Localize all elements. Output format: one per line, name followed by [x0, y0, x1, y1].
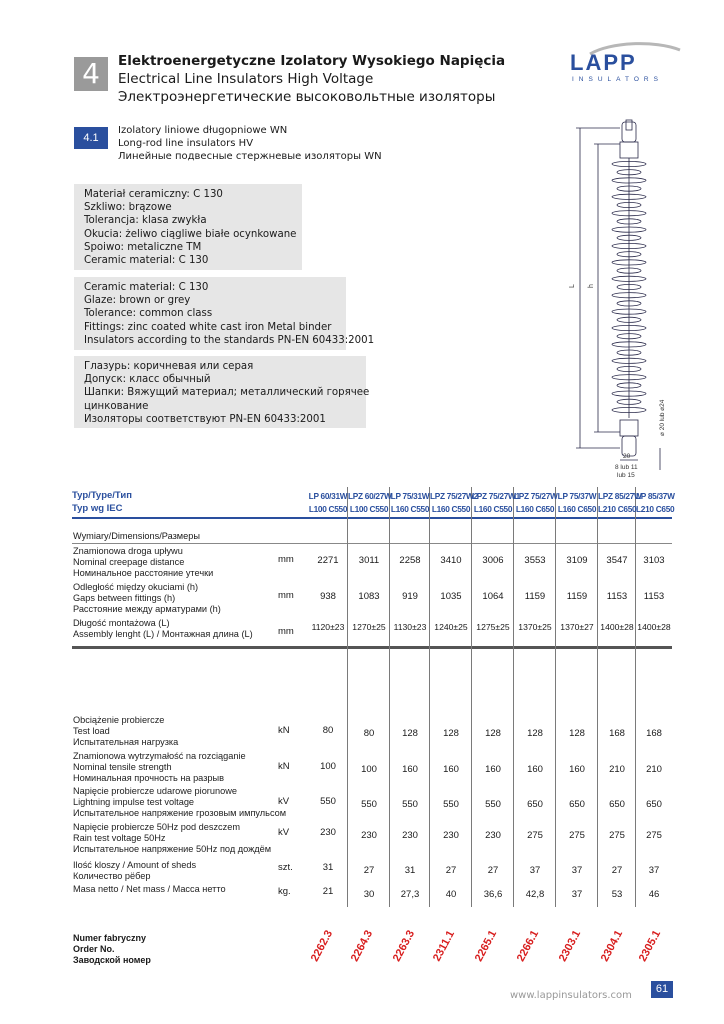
table-cell: 100	[320, 761, 336, 772]
section-title-en: Long-rod line insulators HV	[118, 138, 254, 149]
column-divider	[429, 487, 430, 907]
iec-header-7: L210 C650	[598, 504, 637, 514]
table-cell: 3410	[440, 555, 462, 566]
title-ru: Электроэнергетические высоковольтные изоляторы	[118, 89, 496, 105]
dim-15-label: lub 15	[617, 472, 635, 479]
table-cell: 650	[527, 799, 543, 810]
mech-row-unit: kN	[278, 761, 290, 772]
table-cell: 3553	[524, 555, 546, 566]
table-cell: 128	[569, 728, 585, 739]
dim-end-rule	[72, 646, 672, 649]
chapter-number: 4	[74, 57, 108, 91]
table-cell: 275	[609, 830, 625, 841]
mech-row-label: Испытательная нагрузка	[73, 737, 179, 747]
factory-number: 2303.1	[556, 928, 584, 964]
mech-row-label: Номинальная прочность на разрыв	[73, 773, 224, 783]
table-cell: 3103	[643, 555, 665, 566]
column-divider	[597, 487, 598, 907]
factory-number: 2266.1	[514, 928, 542, 964]
footer-url[interactable]: www.lappinsulators.com	[510, 990, 632, 1001]
dim-row-label: Gaps between fittings (h)	[73, 593, 176, 603]
iec-header-6: L160 C650	[557, 504, 597, 514]
table-cell: 275	[646, 830, 662, 841]
table-cell: 230	[320, 827, 336, 838]
table-cell: 230	[485, 830, 501, 841]
table-cell: 80	[322, 725, 334, 736]
dim-row-unit: mm	[278, 626, 294, 637]
factory-label-ru: Заводской номер	[73, 955, 151, 965]
column-divider	[513, 487, 514, 907]
factory-number: 2305.1	[636, 928, 664, 964]
table-cell: 160	[527, 764, 543, 775]
table-cell: 3109	[566, 555, 588, 566]
mech-row-unit: kV	[278, 827, 290, 838]
table-cell: 27	[487, 865, 499, 876]
mech-row-label: Napięcie probiercze udarowe piorunowe	[73, 786, 237, 796]
mech-row-label: Rain test voltage 50Hz	[73, 833, 166, 843]
factory-number: 2265.1	[472, 928, 500, 964]
mech-row-label: Nominal tensile strength	[73, 762, 172, 772]
table-cell: 128	[402, 728, 418, 739]
table-cell: 550	[402, 799, 418, 810]
type-header-7: LPZ 85/27W	[598, 491, 642, 501]
dim-row-label: Расстояние между арматурами (h)	[73, 604, 221, 614]
title-en: Electrical Line Insulators High Voltage	[118, 71, 374, 87]
iec-header-2: L160 C550	[390, 504, 430, 514]
page-number: 61	[651, 981, 673, 998]
dim-L-label: L	[569, 284, 576, 288]
section-title-ru: Линейные подвесные стержневые изоляторы WN	[118, 151, 382, 162]
table-cell: 168	[646, 728, 662, 739]
mech-row-label: Napięcie probiercze 50Hz pod deszczem	[73, 822, 240, 832]
table-cell: 210	[646, 764, 662, 775]
table-cell: 230	[443, 830, 459, 841]
table-cell: 160	[485, 764, 501, 775]
table-cell: 1159	[524, 591, 546, 602]
iec-header-1: L100 C550	[349, 504, 389, 514]
type-header-3: LPZ 75/27W2	[430, 491, 478, 501]
table-cell: 36,6	[483, 889, 503, 900]
table-cell: 31	[322, 862, 334, 873]
dim-h-label: h	[588, 284, 595, 288]
table-cell: 550	[320, 796, 336, 807]
table-cell: 100	[361, 764, 377, 775]
iec-header-3: L160 C550	[431, 504, 471, 514]
lapp-logo	[560, 40, 685, 85]
table-cell: 550	[361, 799, 377, 810]
table-cell: 1270±25	[352, 622, 386, 632]
table-cell: 37	[529, 865, 541, 876]
table-cell: 2271	[317, 555, 339, 566]
table-cell: 3011	[358, 555, 380, 566]
title-pl: Elektroenergetyczne Izolatory Wysokiego Napięcia	[118, 53, 506, 69]
table-cell: 1153	[643, 591, 665, 602]
table-cell: 37	[571, 865, 583, 876]
table-cell: 1153	[606, 591, 628, 602]
factory-number: 2311.1	[430, 928, 458, 964]
materials-pl-box: Materiał ceramiczny: C 130 Szkliwo: brązowe Tolerancja: klasa zwykła Okucia: żeliwo ciągliwe białe ocynkowane Spoiwo: metaliczne TM Ceramic material: C 130	[74, 184, 302, 270]
mech-row-label: Znamionowa wytrzymałość na rozciąganie	[73, 751, 246, 761]
table-cell: 21	[322, 886, 334, 897]
column-divider	[555, 487, 556, 907]
dim-8-label: 8 lub 11	[615, 464, 638, 471]
table-cell: 275	[569, 830, 585, 841]
insulator-drawing	[560, 118, 680, 483]
table-cell: 53	[611, 889, 623, 900]
section-title-pl: Izolatory liniowe długopniowe WN	[118, 125, 288, 136]
table-cell: 650	[569, 799, 585, 810]
column-divider	[389, 487, 390, 907]
mech-row-unit: kN	[278, 725, 290, 736]
table-cell: 37	[571, 889, 583, 900]
iec-header-0: L100 C550	[308, 504, 348, 514]
dim-row-label: Номинальное расстояние утечки	[73, 568, 214, 578]
type-header-6: LP 75/37W	[557, 491, 597, 501]
factory-label-pl: Numer fabryczny	[73, 933, 147, 943]
column-divider	[635, 487, 636, 907]
table-cell: 27,3	[400, 889, 420, 900]
type-label: Typ/Type/Тип	[72, 490, 132, 501]
dim-diameter-label: ⌀ 20 lub ⌀24	[659, 399, 666, 436]
table-cell: 1370±27	[560, 622, 594, 632]
table-cell: 1120±23	[311, 622, 345, 632]
iec-header-5: L160 C650	[515, 504, 555, 514]
table-cell: 1400±28	[600, 622, 634, 632]
table-cell: 1083	[358, 591, 380, 602]
table-cell: 160	[443, 764, 459, 775]
table-cell: 128	[485, 728, 501, 739]
type-header-5: LPZ 75/27W	[514, 491, 558, 501]
table-cell: 230	[402, 830, 418, 841]
type-header-4: LPZ 75/27W1	[472, 491, 520, 501]
dim-row-label: Znamionowa droga upływu	[73, 546, 183, 556]
table-cell: 550	[443, 799, 459, 810]
header-rule	[72, 517, 672, 519]
mech-row-label: Test load	[73, 726, 110, 736]
dim-row-label: Assembly lenght (L) / Монтажная длина (L)	[73, 629, 253, 639]
table-cell: 275	[527, 830, 543, 841]
table-cell: 40	[445, 889, 457, 900]
table-cell: 1035	[440, 591, 462, 602]
factory-number: 2263.3	[390, 928, 418, 964]
type-header-1: LPZ 60/27W	[348, 491, 392, 501]
table-cell: 938	[320, 591, 336, 602]
type-header-2: LP 75/31W	[390, 491, 430, 501]
mech-row-label: Испытательное напряжение 50Hz под дождём	[73, 844, 272, 854]
table-cell: 160	[402, 764, 418, 775]
column-divider	[471, 487, 472, 907]
mech-row-label: Испытательное напряжение грозовым импульсом	[73, 808, 287, 818]
factory-number: 2264.3	[348, 928, 376, 964]
iec-label: Typ wg IEC	[72, 503, 123, 514]
table-cell: 3006	[482, 555, 504, 566]
table-cell: 160	[569, 764, 585, 775]
mech-row-label: Masa netto / Net mass / Масса нетто	[73, 884, 226, 894]
table-cell: 210	[609, 764, 625, 775]
dimensions-label: Wymiary/Dimensions/Размеры	[73, 531, 200, 541]
dim-row-label: Odległość między okuciami (h)	[73, 582, 199, 592]
table-cell: 550	[485, 799, 501, 810]
mech-row-unit: szt.	[278, 862, 293, 873]
type-header-0: LP 60/31W	[308, 491, 348, 501]
table-cell: 919	[402, 591, 418, 602]
logo-main-text: LAPP	[570, 50, 637, 75]
dim-20-label: 20	[623, 453, 631, 460]
table-cell: 1159	[566, 591, 588, 602]
table-cell: 650	[646, 799, 662, 810]
table-cell: 168	[609, 728, 625, 739]
mech-row-label: Lightning impulse test voltage	[73, 797, 195, 807]
materials-en-box: Ceramic material: C 130 Glaze: brown or grey Tolerance: common class Fittings: zinc coated white cast iron Metal binder Insulators according to the standards PN-EN 60433:2001	[74, 277, 346, 350]
iec-header-4: L160 C550	[473, 504, 513, 514]
table-cell: 128	[527, 728, 543, 739]
dim-row-unit: mm	[278, 590, 294, 601]
mech-row-unit: kV	[278, 796, 290, 807]
table-cell: 80	[363, 728, 375, 739]
logo-sub-text: INSULATORS	[572, 76, 663, 83]
table-cell: 1240±25	[434, 622, 468, 632]
table-cell: 27	[445, 865, 457, 876]
factory-label-en: Order No.	[73, 944, 115, 954]
table-cell: 27	[363, 865, 375, 876]
table-cell: 230	[361, 830, 377, 841]
section-number: 4.1	[74, 127, 108, 149]
mech-row-label: Количество рёбер	[73, 871, 151, 881]
table-cell: 31	[404, 865, 416, 876]
table-cell: 2258	[399, 555, 421, 566]
table-cell: 1400±28	[637, 622, 671, 632]
table-cell: 1370±25	[518, 622, 552, 632]
dim-row-label: Długość montażowa (L)	[73, 618, 170, 628]
factory-number: 2262.3	[308, 928, 336, 964]
table-cell: 1130±23	[393, 622, 427, 632]
column-divider	[347, 487, 348, 907]
materials-ru-box: Глазурь: коричневая или серая Допуск: класс обычный Шапки: Вяжущий материал; металлический горячее цинкование Изоляторы соответствуют PN-EN 60433:2001	[74, 356, 366, 428]
type-header-8: LP 85/37W	[636, 491, 675, 501]
table-cell: 27	[611, 865, 623, 876]
table-cell: 128	[443, 728, 459, 739]
dim-row-label: Nominal creepage distance	[73, 557, 185, 567]
table-cell: 30	[363, 889, 375, 900]
table-cell: 37	[648, 865, 660, 876]
table-cell: 42,8	[525, 889, 545, 900]
table-cell: 1275±25	[476, 622, 510, 632]
dimensions-rule	[72, 543, 672, 544]
mech-row-label: Ilość kloszy / Amount of sheds	[73, 860, 197, 870]
mech-row-label: Obciążenie probiercze	[73, 715, 165, 725]
factory-number: 2304.1	[598, 928, 626, 964]
mech-row-unit: kg.	[278, 886, 291, 897]
iec-header-8: L210 C650	[636, 504, 675, 514]
table-cell: 650	[609, 799, 625, 810]
dim-row-unit: mm	[278, 554, 294, 565]
table-cell: 46	[648, 889, 660, 900]
table-cell: 1064	[482, 591, 504, 602]
table-cell: 3547	[606, 555, 628, 566]
